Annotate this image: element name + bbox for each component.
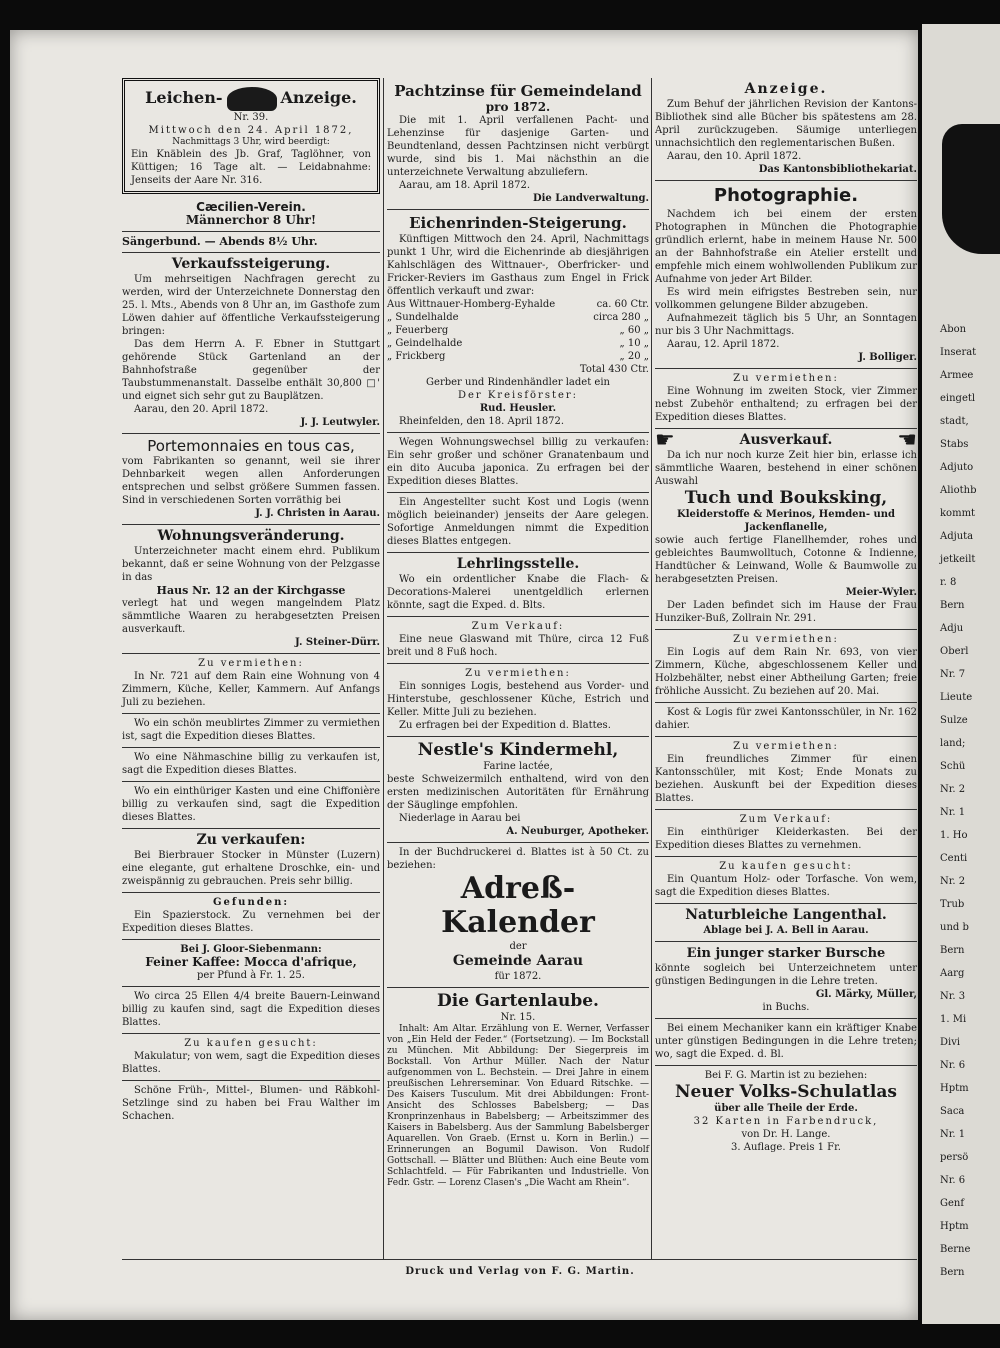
adjacent-page-text: Nr. 1 bbox=[940, 807, 966, 818]
eichen-item-name: „ Feuerberg bbox=[387, 325, 449, 336]
zimmer-kantonsschueler: Zu vermiethen: Ein freundliches Zimmer für einen Kantonsschüler, mit Kost; Ende Monats zu beziehen. Auskunft bei der Expedition dieses Blattes. bbox=[655, 737, 917, 810]
kleiderkasten: Zum Verkauf: Ein einthüriger Kleiderkasten. Bei der Expedition dieses Blattes zu vernehmen. bbox=[655, 810, 917, 857]
eichen-item bbox=[387, 337, 649, 350]
leichen-anzeige bbox=[122, 78, 380, 194]
adjacent-page-text: Nr. 1 bbox=[940, 1129, 966, 1140]
adjacent-page-fragment bbox=[922, 24, 1000, 1324]
adjacent-page-text: Centi bbox=[940, 853, 968, 864]
adjacent-page-text: kommt bbox=[940, 508, 976, 519]
eichen-list bbox=[387, 298, 649, 363]
adjacent-page-text: 1. Ho bbox=[940, 830, 968, 841]
eichen-item bbox=[387, 324, 649, 337]
adjacent-page-text: Adjuto bbox=[940, 462, 974, 473]
eichen-item-name: „ Sundelhalde bbox=[387, 312, 459, 323]
adjacent-page-text: Nr. 2 bbox=[940, 784, 966, 795]
verkaufssteigerung: Verkaufssteigerung. Um mehrseitigen Nachfragen gerecht zu werden, wird der Unterzeichnete Donnerstag den 25. l. Mts., Abends von 8 Uhr an, im Gasthofe zum Löwen dahier auf öffentliche Verkaufssteigerung bringen: Das dem Herrn A. F. Ebner in Stuttgart gehörende Stück Gartenland an der Bahnhofstraße gegenüber der Taubstummenanstalt. Dasselbe enthält 30,800 □' und eignet sich sehr gut zu Bauplätzen. Aarau, den 20. April 1872. J. J. Leutwyler. bbox=[122, 253, 380, 434]
adjacent-page-text: Hptm bbox=[940, 1083, 969, 1094]
volks-schulatlas: Bei F. G. Martin ist zu beziehen: Neuer Volks-Schulatlas über alle Theile der Erde. 32 Karten in Farbendruck, von Dr. H. Lange. 3. Auflage. Preis 1 Fr. bbox=[675, 1070, 897, 1153]
large-letter-fragment bbox=[942, 124, 1000, 254]
caecilien-verein: Cæcilien-Verein. Männerchor 8 Uhr! bbox=[122, 198, 380, 232]
adjacent-page-text: Berne bbox=[940, 1244, 971, 1255]
adjacent-page-text: Adjuta bbox=[940, 531, 974, 542]
adjacent-page-text: Armee bbox=[940, 370, 974, 381]
column-3 bbox=[655, 78, 917, 1158]
imprint-footer: Druck und Verlag von F. G. Martin. bbox=[405, 1266, 635, 1277]
gefunden: Gefunden: Ein Spazierstock. Zu vernehmen bei der Expedition dieses Blattes. bbox=[122, 893, 380, 940]
kasten-ad: Wo ein einthüriger Kasten und eine Chiffonière billig zu verkaufen sind, sagt die Expedition dieses Blattes. bbox=[122, 782, 380, 829]
ausverkauf: ☛ Ausverkauf. ☚ Da ich nur noch kurze Zeit hier bin, erlasse ich sämmtliche Waaren, bestehend in einer schönen Auswahl Tuch und Bouksking, Kleiderstoffe & Merinos, Hemden- und Jackenflanelle, sowie auch fertige Flanellhemder, rohes und gebleichtes Baumwolltuch, Cotonne & Indienne, Handtücher & Leinwand, Wolle & Baumwolle zu herabgesetzten Preisen. Meier-Wyler. Der Laden befindet sich im Hause der Frau Hunziker-Buß, Zollrain Nr. 291. bbox=[655, 429, 917, 630]
column-1 bbox=[122, 78, 380, 1127]
bottom-rule bbox=[122, 1259, 917, 1260]
leichen-text: Ein Knäblein des Jb. Graf, Taglöhner, von Küttigen; 16 Tage alt. — Leidabnahme: Jenseits der Aare Nr. 316. bbox=[131, 149, 371, 186]
eichenrinden-steigerung: Eichenrinden-Steigerung. Künftigen Mittwoch den 24. April, Nachmittags punkt 1 Uhr, wird die Eichenrinde ab diesjährigen Kahlschlägen des Wittnauer-, Oberfricker- und Fricker-Reviers im Gasthaus zum Engel in Frick öffentlich verkauft und zwar: Aus Wittnauer-Homberg-Eyhalde ca. 60 Ctr. „ Sundelhalde circa 280 „ „ Feuerberg „ 60 „ „ Geindelhalde „ 10 „ „ Frickberg „ 20 „ Total 430 Ctr. Gerber und Rindenhändler ladet ein Der Kreisförster: Rud. Heusler. Rheinfelden, den 18. April 1872. bbox=[387, 210, 649, 433]
anzeige-bibliothek: Anzeige. Zum Behuf der jährlichen Revision der Kantons-Bibliothek sind alle Bücher bis spätestens am 28. April zurückzugeben. Säumige unterliegen unnachsichtlich den reglementarischen Bußen. Aarau, den 10. April 1872. Das Kantonsbibliothekariat. bbox=[655, 78, 917, 181]
nestle-kindermehl: Nestle's Kindermehl, Farine lactée, beste Schweizermilch enthaltend, wird von den ersten medizinischen Autoritäten für Ernährung der Säuglinge empfohlen. Niederlage in Aarau bei A. Neuburger, Apotheker. bbox=[387, 737, 649, 843]
eichen-item-name: „ Geindelhalde bbox=[387, 338, 463, 349]
adjacent-page-text: jetkeilt bbox=[940, 554, 976, 565]
adjacent-page-text: Inserat bbox=[940, 347, 977, 358]
adjacent-page-text: 1. Mi bbox=[940, 1014, 967, 1025]
column-2 bbox=[387, 78, 649, 1193]
setzlinge-ad: Schöne Früh-, Mittel-, Blumen- und Räbkohl-Setzlinge sind zu haben bei Frau Walther im Schachen. bbox=[122, 1085, 380, 1122]
zu-verkaufen: Zu verkaufen: Bei Bierbrauer Stocker in Münster (Luzern) eine elegante, gut erhaltene Droschke, ein- und zweispännig zu gebrauchen. Preis sehr billig. bbox=[122, 829, 380, 893]
eichen-item-qty: „ 60 „ bbox=[619, 325, 649, 336]
adjacent-page-text: stadt, bbox=[940, 416, 969, 427]
pointing-hand-left-icon: ☚ bbox=[897, 428, 917, 453]
portemonnaies: Portemonnaies en tous cas, vom Fabrikanten so genannt, weil sie ihrer Dehnbarkeit wegen allen Anforderungen entsprechen und selbst größere Summen fassen. Sind in verschiedenen Sorten vorräthig bei J. J. Christen in Aarau. bbox=[122, 434, 380, 525]
adress-kalender: In der Buchdruckerei d. Blattes ist à 50 Ct. zu beziehen: Adreß-Kalender der Gemeinde Aarau für 1872. bbox=[387, 843, 649, 988]
kaffee-ad: Bei J. Gloor-Siebenmann: Feiner Kaffee: Mocca d'afrique, per Pfund à Fr. 1. 25. bbox=[122, 940, 380, 987]
zimmer-ad: Wo ein schön meublirtes Zimmer zu vermiethen ist, sagt die Expedition dieses Blattes. bbox=[122, 714, 380, 748]
adjacent-page-text: Trub bbox=[940, 899, 965, 910]
vermiethen-wohnung: Zu vermiethen: In Nr. 721 auf dem Rain eine Wohnung von 4 Zimmern, Küche, Keller, Kammern. Auf Anfangs Juli zu beziehen. bbox=[122, 654, 380, 714]
adjacent-page-text: Schü bbox=[940, 761, 966, 772]
anzeige-title: Anzeige. bbox=[280, 88, 357, 107]
adjacent-page-text: Nr. 6 bbox=[940, 1175, 966, 1186]
adjacent-page-text: land; bbox=[940, 738, 966, 749]
eichen-item-qty: „ 20 „ bbox=[619, 351, 649, 362]
naturbleiche: Naturbleiche Langenthal. Ablage bei J. A. Bell in Aarau. bbox=[655, 904, 917, 942]
adjacent-page-text: und b bbox=[940, 922, 969, 933]
adjacent-page-text: Bern bbox=[940, 945, 965, 956]
eichen-item bbox=[387, 311, 649, 324]
adjacent-page-text: Nr. 6 bbox=[940, 1060, 966, 1071]
adjacent-page-text: Bern bbox=[940, 600, 965, 611]
eichen-item-qty: ca. 60 Ctr. bbox=[596, 299, 649, 310]
adjacent-page-text: Aarg bbox=[940, 968, 965, 979]
eichen-item-qty: „ 10 „ bbox=[619, 338, 649, 349]
pointing-hand-right-icon: ☛ bbox=[655, 428, 675, 453]
eichen-item-name: Aus Wittnauer-Homberg-Eyhalde bbox=[387, 299, 556, 310]
wohnung-zweiter-stock: Zu vermiethen: Eine Wohnung im zweiten Stock, vier Zimmer nebst Zubehör enthaltend; zu erfragen bei der Expedition dieses Blattes. bbox=[655, 369, 917, 429]
adjacent-page-text: Hptm bbox=[940, 1221, 969, 1232]
eichen-item-name: „ Frickberg bbox=[387, 351, 446, 362]
eichen-item bbox=[387, 350, 649, 363]
gartenlaube: Die Gartenlaube. Nr. 15. Inhalt: Am Altar. Erzählung von E. Werner, Verfasser von „Ein Held der Feder.“ (Fortsetzung). — Im Bockstall zu München. Mit Abbildung: Der Siegerpreis im Bockstall. Von Arthur Müller. Nach der Natur aufgenommen von L. Bechstein. — Drei Jahre in einem preußischen Lehrerseminar. Von Eduard Ritschke. — Des Kaisers Tusculum. Mit drei Abbildungen: Front-Ansicht des Schlosses Babelsberg; — Das Kronprinzenhaus in Babelsberg; — Arbeitszimmer des Kaisers in Babelsberg. Aus der Sammlung Babelsberger Aquarellen. Von Graeb. (Ernst u. Korn in Berlin.) — Erinnerungen an Bogumil Dawison. Von Rudolf Gottschall. — Blätter und Blüthen: Auch eine Beute vom Schlachtfeld. — Für Fabrikanten und Industrielle. Von Fedr. Gstr. — Lorenz Clasen's „Die Wacht am Rhein“. bbox=[387, 991, 649, 1188]
adjacent-page-text: Stabs bbox=[940, 439, 969, 450]
adjacent-page-text: Nr. 3 bbox=[940, 991, 966, 1002]
junger-bursche: Ein junger starker Bursche könnte sogleich bei Unterzeichnetem unter günstigen Bedingungen in die Lehre treten. Gl. Märky, Müller, in Buchs. bbox=[655, 942, 917, 1019]
logis-ad: Zu vermiethen: Ein sonniges Logis, bestehend aus Vorder- und Hinterstube, geschlossener Küche, Estrich und Keller. Mitte Juli zu beziehen. Zu erfragen bei der Expedition d. Blattes. bbox=[387, 664, 649, 737]
adjacent-page-text: Lieute bbox=[940, 692, 973, 703]
adjacent-page-text: Bern bbox=[940, 1267, 965, 1278]
eichen-item bbox=[387, 298, 649, 311]
leichen-number: Nr. 39. bbox=[233, 112, 269, 123]
naehmaschine-ad: Wo eine Nähmaschine billig zu verkaufen ist, sagt die Expedition dieses Blattes. bbox=[122, 748, 380, 782]
adjacent-page-text: Abon bbox=[940, 324, 967, 335]
adjacent-page-text: Genf bbox=[940, 1198, 965, 1209]
adjacent-page-text: Nr. 7 bbox=[940, 669, 966, 680]
eichen-item-qty: circa 280 „ bbox=[593, 312, 649, 323]
adjacent-page-text: Adju bbox=[940, 623, 964, 634]
adjacent-page-text: Oberl bbox=[940, 646, 969, 657]
adjacent-page-text: Nr. 2 bbox=[940, 876, 966, 887]
column-rule bbox=[383, 78, 384, 1260]
torfasche: Zu kaufen gesucht: Ein Quantum Holz- oder Torfasche. Von wem, sagt die Expedition dieses Blattes. bbox=[655, 857, 917, 904]
glaswand-ad: Zum Verkauf: Eine neue Glaswand mit Thüre, circa 12 Fuß breit und 8 Fuß hoch. bbox=[387, 617, 649, 664]
adjacent-page-text: Sulze bbox=[940, 715, 968, 726]
adjacent-page-text: r. 8 bbox=[940, 577, 957, 588]
kost-logis-ad: Ein Angestellter sucht Kost und Logis (wenn möglich beieinander) jenseits der Aare gelegen. Sofortige Anmeldungen nimmt die Expedition dieses Blattes entgegen. bbox=[387, 493, 649, 553]
pachtzinse: Pachtzinse für Gemeindeland pro 1872. Die mit 1. April verfallenen Pacht- und Lehenzinse für dasjenige Garten- und Beundtenland, dessen Pachtzinsen nicht verbürgt wurde, sind bis 1. Mai nächsthin an die unterzeichnete Verwaltung abzuliefern. Aarau, am 18. April 1872. Die Landverwaltung. bbox=[387, 78, 649, 210]
makulatur: Zu kaufen gesucht: Makulatur; von wem, sagt die Expedition dieses Blattes. bbox=[122, 1034, 380, 1081]
granatenbaum-ad: Wegen Wohnungswechsel billig zu verkaufen: Ein sehr großer und schöner Granatenbaum und ein dito Aucuba japonica. Zu erfragen bei der Expedition dieses Blattes. bbox=[387, 433, 649, 493]
photographie: Photographie. Nachdem ich bei einem der ersten Photographen in München die Photographie gründlich erlernt, habe in meinem Hause Nr. 500 an der Bahnhofstraße ein Atelier erstellt und empfehle mich einem wohlwollenden Publikum zur Aufnahme von jeder Art Bilder. Es wird mein eifrigstes Bestreben sein, nur vollkommen gelungene Bilder abzugeben. Aufnahmezeit täglich bis 5 Uhr, an Sonntagen nur bis 3 Uhr Nachmittags. Aarau, 12. April 1872. J. Bolliger. bbox=[655, 181, 917, 369]
leichen-time: Nachmittags 3 Uhr, wird beerdigt: bbox=[172, 137, 330, 147]
logis-rain: Zu vermiethen: Ein Logis auf dem Rain Nr. 693, von vier Zimmern, Küche, abgeschlossenem Keller und Holzbehälter, nebst einer Abtheilung Garten; freie fröhliche Aussicht. Zu beziehen auf 20. Mai. bbox=[655, 630, 917, 703]
leichen-date: Mittwoch den 24. April 1872, bbox=[148, 125, 354, 136]
crown-ornament-icon bbox=[227, 87, 277, 111]
adjacent-page-text: persö bbox=[940, 1152, 969, 1163]
adjacent-page-text: Saca bbox=[940, 1106, 965, 1117]
adjacent-page-text: eingetl bbox=[940, 393, 976, 404]
leichen-title: Leichen- bbox=[145, 88, 223, 107]
adjacent-page-text: Aliothb bbox=[940, 485, 977, 496]
column-rule bbox=[651, 78, 652, 1260]
kost-logis-kantonsschueler: Kost & Logis für zwei Kantonsschüler, in Nr. 162 dahier. bbox=[655, 703, 917, 737]
mechaniker-ad: Bei einem Mechaniker kann ein kräftiger Knabe unter günstigen Bedingungen in die Lehre treten; wo, sagt die Exped. d. Bl. bbox=[655, 1019, 917, 1066]
wohnungsveraenderung: Wohnungsveränderung. Unterzeichneter macht einem ehrd. Publikum bekannt, daß er seine Wohnung von der Pelzgasse in das Haus Nr. 12 an der Kirchgasse verlegt hat und wegen mangelndem Platz sämmtliche Waaren zu herabgesetzten Preisen ausverkauft. J. Steiner-Dürr. bbox=[122, 525, 380, 654]
leinwand-ad: Wo circa 25 Ellen 4/4 breite Bauern-Leinwand billig zu kaufen sind, sagt die Expedition dieses Blattes. bbox=[122, 987, 380, 1034]
saengerbund: Sängerbund. — Abends 8½ Uhr. bbox=[122, 232, 380, 253]
lehrlingsstelle: Lehrlingsstelle. Wo ein ordentlicher Knabe die Flach- & Decorations-Malerei unentgeldlich erlernen könnte, sagt die Exped. d. Blts. bbox=[387, 553, 649, 617]
adjacent-page-text: Divi bbox=[940, 1037, 961, 1048]
